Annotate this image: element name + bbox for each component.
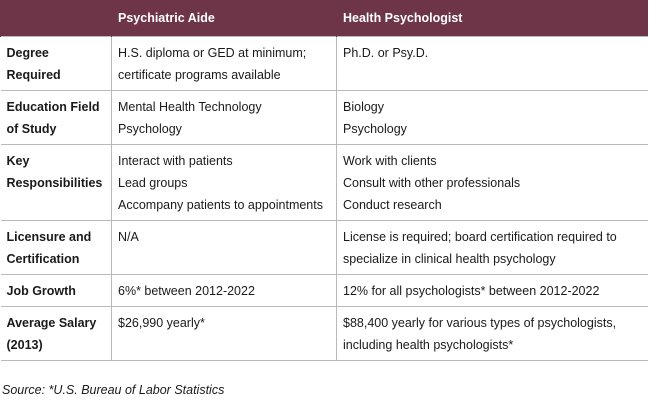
aide-education-cell	[112, 90, 337, 144]
cell-line: Psychology	[118, 121, 182, 136]
cell-line: Ph.D. or Psy.D.	[343, 45, 429, 60]
cell-line: Consult with other professionals	[343, 175, 521, 190]
table-header-row	[1, 0, 648, 36]
row-label-key-responsibilities	[1, 144, 112, 220]
row-label-licensure	[1, 220, 112, 274]
row-label-job-growth	[1, 274, 112, 306]
row-label-degree	[1, 36, 112, 90]
aide-salary-cell	[112, 306, 337, 360]
cell-line: Conduct research	[343, 197, 442, 212]
table-row	[1, 306, 648, 360]
cell-line: 12% for all psychologists* between 2012-2022	[343, 283, 600, 298]
cell-line: Lead groups	[118, 175, 188, 190]
row-label-line: Average Salary	[6, 315, 97, 330]
table-row	[1, 90, 648, 144]
row-label-line: Education Field	[6, 99, 100, 114]
psychologist-responsibilities-cell	[337, 144, 648, 220]
psychologist-job-growth-cell	[337, 274, 648, 306]
cell-line: Work with clients	[343, 153, 437, 168]
row-label-line: Job Growth	[6, 283, 76, 298]
header-health-psychologist: Health Psychologist	[337, 0, 648, 36]
source-citation: Source: *U.S. Bureau of Labor Statistics	[2, 383, 225, 397]
psychologist-salary-cell	[337, 306, 648, 360]
psychologist-licensure-cell	[337, 220, 648, 274]
psychologist-degree-cell	[337, 36, 648, 90]
cell-line: H.S. diploma or GED at minimum;	[118, 45, 307, 60]
row-label-line: Degree	[6, 45, 49, 60]
cell-line: Mental Health Technology	[118, 99, 262, 114]
row-label-line: Licensure and	[6, 229, 92, 244]
cell-line: $26,990 yearly*	[118, 315, 205, 330]
cell-line: Interact with patients	[118, 153, 233, 168]
cell-line: Psychology	[343, 121, 407, 136]
cell-line: $88,400 yearly for various types of psychologists,	[343, 315, 617, 330]
row-label-average-salary	[1, 306, 112, 360]
row-label-line: Responsibilities	[6, 175, 103, 190]
row-label-line: (2013)	[6, 337, 43, 352]
row-label-line: Key	[6, 153, 30, 168]
cell-line: including health psychologists*	[343, 337, 514, 352]
table-row	[1, 274, 648, 306]
table-row	[1, 220, 648, 274]
psychologist-education-cell	[337, 90, 648, 144]
row-label-line: Required	[6, 67, 61, 82]
row-label-line: of Study	[6, 121, 57, 136]
aide-responsibilities-cell	[112, 144, 337, 220]
row-label-education-field	[1, 90, 112, 144]
cell-line: License is required; board certification required to	[343, 229, 617, 244]
table-row	[1, 36, 648, 90]
header-empty-cell	[1, 0, 112, 36]
cell-line: certificate programs available	[118, 67, 281, 82]
aide-licensure-cell	[112, 220, 337, 274]
header-psychiatric-aide: Psychiatric Aide	[112, 0, 337, 36]
cell-line: Accompany patients to appointments	[118, 197, 323, 212]
cell-line: Biology	[343, 99, 384, 114]
cell-line: 6%* between 2012-2022	[118, 283, 255, 298]
cell-line: N/A	[118, 229, 139, 244]
aide-degree-cell	[112, 36, 337, 90]
row-label-line: Certification	[6, 251, 80, 266]
aide-job-growth-cell	[112, 274, 337, 306]
cell-line: specialize in clinical health psychology	[343, 251, 556, 266]
table-row	[1, 144, 648, 220]
